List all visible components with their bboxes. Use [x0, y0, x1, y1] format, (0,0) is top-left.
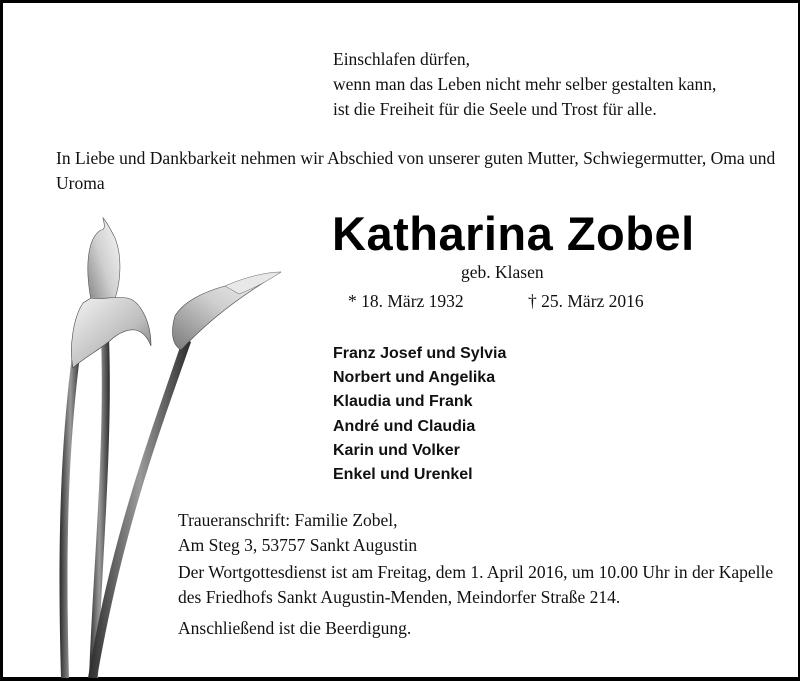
family-entry: Enkel und Urenkel — [333, 466, 473, 484]
family-entry: Karin und Volker — [333, 441, 460, 459]
death-date: † 25. März 2016 — [528, 291, 644, 311]
birth-name: geb. Klasen — [461, 262, 544, 282]
family-entry: Klaudia und Frank — [333, 393, 473, 411]
deceased-name: Katharina Zobel — [332, 207, 695, 260]
poem — [333, 47, 716, 122]
poem-line: wenn man das Leben nicht mehr selber gestalten kann, — [333, 74, 717, 94]
family-list — [333, 342, 506, 487]
family-entry: André und Claudia — [333, 417, 476, 435]
service-info: Der Wortgottesdienst ist am Freitag, dem 1. April 2016, um 10.00 Uhr in der Kapelle des Friedhofs Sankt Augustin-Menden, Meindorfer Straße 214. — [178, 562, 774, 607]
address-line: Am Steg 3, 53757 Sankt Augustin — [178, 535, 418, 555]
lily-stem — [60, 348, 82, 678]
family-entry: Norbert und Angelika — [333, 369, 496, 387]
family-entry: Franz Josef und Sylvia — [333, 345, 507, 362]
lily-flower — [173, 272, 281, 350]
intro-text: In Liebe und Dankbarkeit nehmen wir Abschied von unserer guten Mutter, Schwiegermutter, Oma und Uroma — [56, 148, 776, 193]
address-line: Traueranschrift: Familie Zobel, — [178, 510, 398, 530]
birth-date: * 18. März 1932 — [348, 291, 464, 311]
poem-line: Einschlafen dürfen, — [333, 49, 471, 69]
poem-line: ist die Freiheit für die Seele und Trost für alle. — [333, 99, 657, 119]
lily-flower — [71, 297, 151, 368]
burial-note: Anschließend ist die Beerdigung. — [178, 618, 412, 638]
mourning-address — [178, 508, 417, 558]
